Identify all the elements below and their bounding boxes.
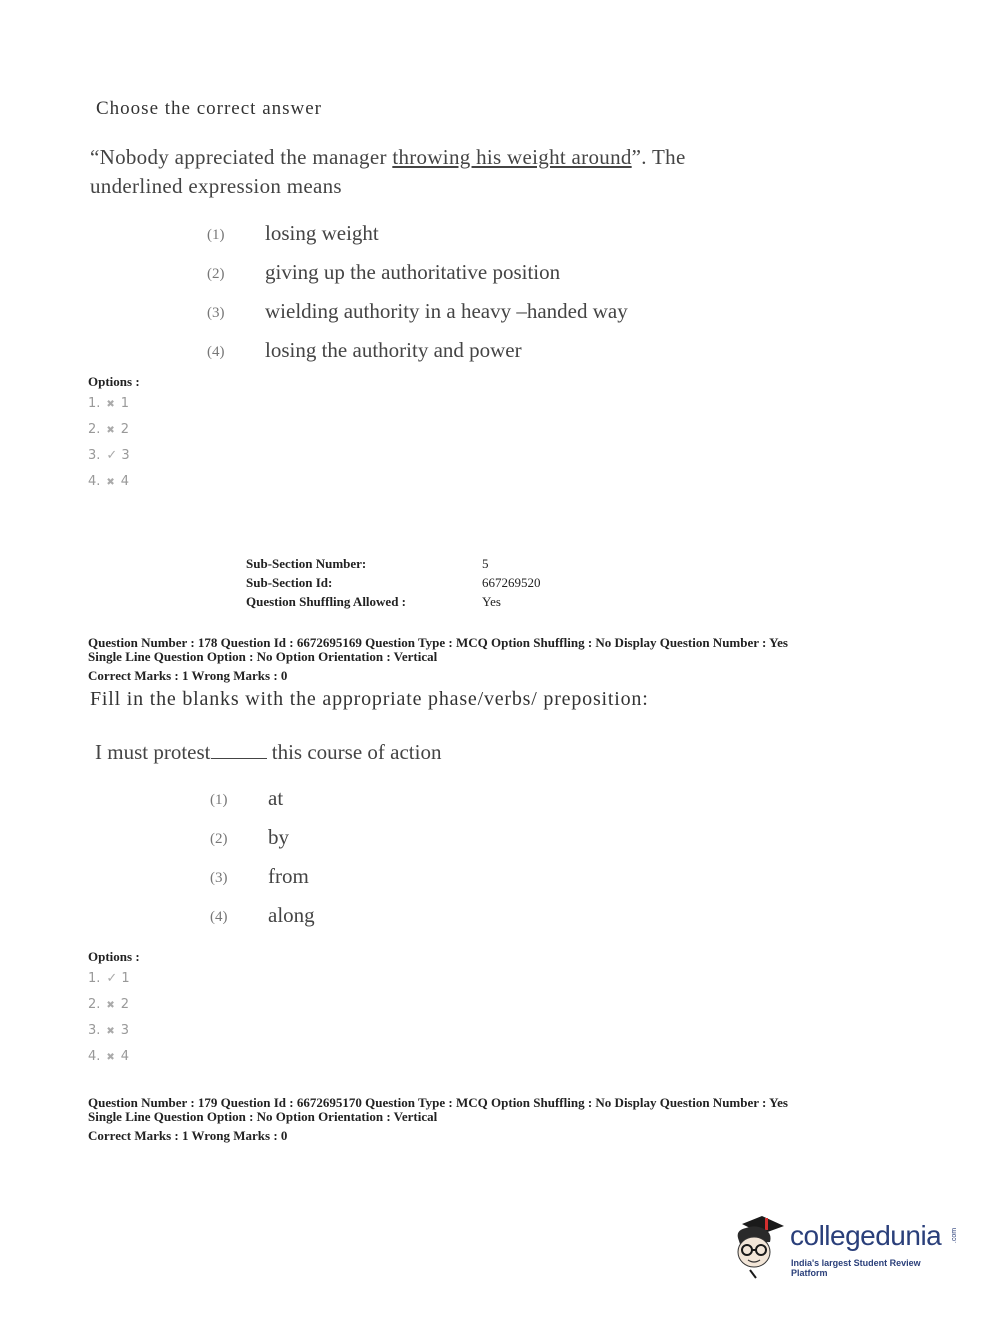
choice-text: by xyxy=(268,825,289,849)
blank-line xyxy=(211,758,267,759)
logo-dotcom: .com xyxy=(951,1227,959,1244)
choice-text: from xyxy=(268,864,309,888)
question-heading: Fill in the blanks with the appropriate phase/verbs/ preposition: xyxy=(90,688,649,710)
choice-number: (1) xyxy=(210,792,228,808)
answer-option: 1. ✖ 1 xyxy=(88,396,130,411)
shuffle-value: Yes xyxy=(482,594,501,609)
choice-number: (2) xyxy=(210,831,228,847)
answer-option-correct: 1. ✓ 1 xyxy=(88,971,130,986)
question-info-line-1: Question Number : 178 Question Id : 6672695169 Question Type : MCQ Option Shuffling : No Display Question Number : Yes xyxy=(88,635,788,650)
question-stem xyxy=(95,740,441,765)
choice-text: wielding authority in a heavy –handed way xyxy=(265,299,628,323)
answer-option-correct: 3. ✓ 3 xyxy=(88,448,130,463)
subsection-id-label: Sub-Section Id: xyxy=(246,575,333,590)
stem-text: I must protest xyxy=(95,740,211,764)
stem-text: “Nobody appreciated the manager xyxy=(90,145,387,169)
question-info-line-1: Question Number : 179 Question Id : 6672695170 Question Type : MCQ Option Shuffling : No Display Question Number : Yes xyxy=(88,1095,788,1110)
question-info-line-2: Single Line Question Option : No Option Orientation : Vertical xyxy=(88,649,438,664)
logo-wordmark: collegedunia xyxy=(790,1220,942,1251)
question-stem-line-2: underlined expression means xyxy=(90,174,342,198)
student-mascot-icon xyxy=(732,1212,790,1282)
question-heading: Choose the correct answer xyxy=(96,98,323,119)
subsection-id-value: 667269520 xyxy=(482,575,541,590)
shuffle-label: Question Shuffling Allowed : xyxy=(246,594,407,609)
choice-number: (3) xyxy=(210,870,228,886)
stem-text-end: this course of action xyxy=(271,740,442,764)
options-label: Options : xyxy=(88,374,140,389)
subsection-number-label: Sub-Section Number: xyxy=(246,556,367,571)
choice-text: at xyxy=(268,786,284,810)
subsection-number-value: 5 xyxy=(482,556,489,571)
choice-number: (4) xyxy=(207,344,225,360)
question-marks: Correct Marks : 1 Wrong Marks : 0 xyxy=(88,668,288,683)
check-icon: ✓ xyxy=(106,971,118,986)
question-info-line-2: Single Line Question Option : No Option Orientation : Vertical xyxy=(88,1109,438,1124)
answer-option: 2. ✖ 2 xyxy=(88,997,130,1012)
choice-number: (2) xyxy=(207,266,225,282)
stem-text-end: ”. The xyxy=(631,145,686,169)
cross-icon: ✖ xyxy=(106,1052,115,1063)
choice-text: along xyxy=(268,903,315,927)
underlined-expression: throwing his weight around xyxy=(392,145,632,169)
choice-number: (3) xyxy=(207,305,225,321)
choice-number: (4) xyxy=(210,909,228,925)
question-stem-line-1 xyxy=(90,145,686,170)
choice-text: losing the authority and power xyxy=(265,338,522,362)
answer-option: 4. ✖ 4 xyxy=(88,1049,130,1064)
answer-option: 3. ✖ 3 xyxy=(88,1023,130,1038)
answer-option: 4. ✖ 4 xyxy=(88,474,130,489)
logo-tagline: India's largest Student Review Platform xyxy=(791,1258,921,1278)
collegedunia-logo xyxy=(732,1212,957,1282)
answer-option: 2. ✖ 2 xyxy=(88,422,130,437)
question-marks: Correct Marks : 1 Wrong Marks : 0 xyxy=(88,1128,288,1143)
cross-icon: ✖ xyxy=(106,1026,115,1037)
cross-icon: ✖ xyxy=(106,425,115,436)
options-label: Options : xyxy=(88,949,140,964)
cross-icon: ✖ xyxy=(106,1000,115,1011)
cross-icon: ✖ xyxy=(106,399,115,410)
choice-text: giving up the authoritative position xyxy=(265,260,561,284)
cross-icon: ✖ xyxy=(106,477,115,488)
choice-text: losing weight xyxy=(265,221,379,245)
choice-number: (1) xyxy=(207,227,225,243)
check-icon: ✓ xyxy=(106,448,118,463)
